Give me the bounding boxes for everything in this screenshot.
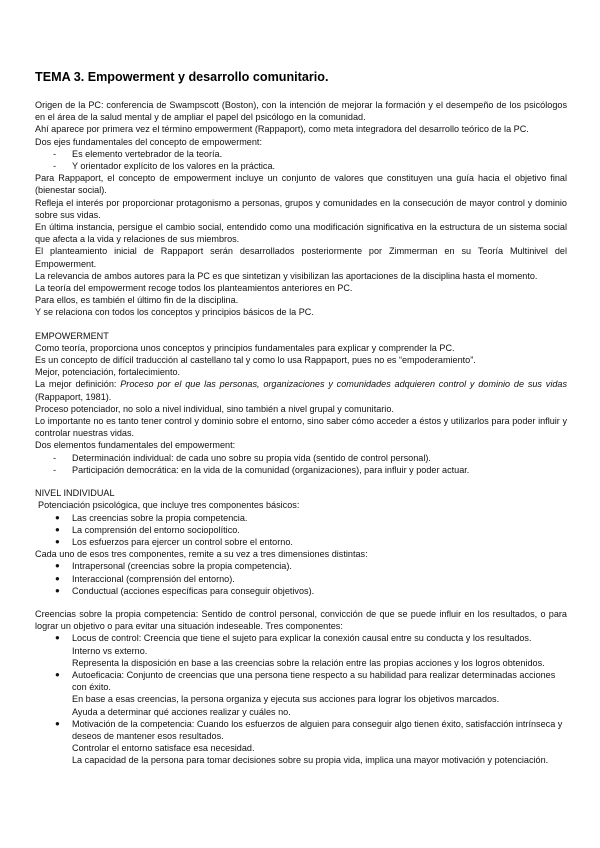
bullet-marker: ● (55, 512, 60, 522)
list-item: ● Autoeficacia: Conjunto de creencias que una persona tiene respecto a su habilidad para realizar determinadas acciones con éxito. En base a esas creencias, la persona organiza y ejecuta sus acciones para lograr los objetivos marcados. Ayuda a determinar qué acciones realizar y cuáles no. (35, 669, 567, 718)
bullet-marker: ● (55, 536, 60, 546)
dash-marker: - (53, 148, 57, 159)
sub-line: La capacidad de la persona para tomar decisiones sobre su propia vida, implica una mayor motivación y potenciación. (72, 755, 549, 766)
list-item: ● Los esfuerzos para ejercer un control sobre el entorno. (55, 536, 293, 547)
dash-marker: - (53, 161, 57, 172)
list-item: ● Las creencias sobre la propia competencia. (55, 512, 248, 523)
section-heading: EMPOWERMENT (35, 330, 109, 341)
beliefs-section (35, 608, 567, 767)
bullet-marker: ● (55, 633, 60, 643)
definition-label: La mejor definición: (35, 379, 121, 390)
paragraph: Dos ejes fundamentales del concepto de empowerment: (35, 136, 262, 147)
paragraph: La relevancia de ambos autores para la PC es que sintetizan y visibilizan las aportaciones de la disciplina hasta el momento. (35, 270, 538, 281)
document-title: TEMA 3. Empowerment y desarrollo comunitario. (35, 70, 329, 84)
bullet-marker: ● (55, 573, 60, 583)
sub-line: Controlar el entorno satisface esa necesidad. (72, 743, 255, 754)
beliefs-list (35, 632, 567, 766)
list-item: - Es elemento vertebrador de la teoría. (53, 148, 223, 159)
intro-section (35, 99, 567, 319)
sub-line: Representa la disposición en base a las creencias sobre la relación entre las propias acciones y los logros obtenidos. (72, 657, 545, 668)
paragraph: Mejor, potenciación, fortalecimiento. (35, 367, 181, 378)
sub-line: Interno vs externo. (72, 645, 148, 656)
individual-level-section (35, 487, 567, 597)
list-item: - Determinación individual: de cada uno sobre su propia vida (sentido de control personal). (53, 452, 431, 463)
list-item: ● Interaccional (comprensión del entorno). (55, 573, 235, 584)
definition-text: Proceso por el que las personas, organizaciones y comunidades adquieren control y dominio de sus vidas (120, 379, 568, 390)
dimensions-list (35, 560, 567, 597)
paragraph: Es un concepto de difícil traducción al castellano tal y como lo usa Rappaport, pues no es “empoderamiento”. (35, 355, 476, 366)
bullet-marker: ● (55, 524, 60, 534)
list-item: ● Motivación de la competencia: Cuando los esfuerzos de alguien para conseguir algo tienen éxito, satisfacción intrínseca y deseos de mantener esos resultados. Controlar el entorno satisface esa necesidad. La capacidad de la persona para tomar decisiones sobre su propia vida, implica una mayor motivación y potenciación. (35, 718, 567, 767)
paragraph: Potenciación psicológica, que incluye tres componentes básicos: (38, 500, 300, 511)
paragraph: Creencias sobre la propia competencia: Sentido de control personal, convicción de que se puede influir en los resultados, o para lograr un objetivo o para evitar una situación indeseable. Tres componentes: (35, 608, 567, 632)
elements-list (35, 452, 567, 476)
empowerment-section (35, 330, 567, 476)
sub-line: En base a esas creencias, la persona organiza y ejecuta sus acciones para lograr los objetivos marcados. (72, 694, 500, 705)
axes-list (35, 148, 567, 172)
paragraph: Para ellos, es también el último fin de la disciplina. (35, 295, 239, 306)
definition-citation: (Rappaport, 1981). (35, 391, 112, 402)
spacer (35, 476, 567, 487)
bullet-marker: ● (55, 585, 60, 595)
components-list (35, 512, 567, 549)
paragraph: Refleja el interés por proporcionar protagonismo a personas, grupos y comunidades en la consecución de mayor control y dominio sobre sus vidas. (35, 197, 567, 220)
dash-marker: - (53, 452, 57, 463)
paragraph: Dos elementos fundamentales del empowerment: (35, 440, 236, 451)
bullet-marker: ● (55, 669, 60, 679)
spacer (35, 597, 567, 608)
list-item: ● Intrapersonal (creencias sobre la propia competencia). (55, 561, 292, 572)
paragraph: Y se relaciona con todos los conceptos y principios básicos de la PC. (35, 307, 314, 318)
list-item: - Y orientador explícito de los valores en la práctica. (53, 161, 276, 172)
bullet-marker: ● (55, 561, 60, 571)
paragraph: Lo importante no es tanto tener control y dominio sobre el entorno, sino saber cómo acceder a éstos y utilizarlos para poder influir y controlar nuestras vidas. (35, 416, 567, 439)
list-item: ● La comprensión del entorno sociopolítico. (55, 524, 240, 535)
paragraph: Cada uno de esos tres componentes, remite a su vez a tres dimensiones distintas: (35, 549, 368, 560)
paragraph: Como teoría, proporciona unos conceptos y principios fundamentales para explicar y comprender la PC. (35, 342, 455, 353)
dash-marker: - (53, 464, 57, 475)
list-item: ● Conductual (acciones específicas para conseguir objetivos). (55, 585, 315, 596)
paragraph: Proceso potenciador, no solo a nivel individual, sino también a nivel grupal y comunitario. (35, 403, 394, 414)
paragraph: Ahí aparece por primera vez el término empowerment (Rappaport), como meta integradora del desarrollo teórico de la PC. (35, 124, 529, 135)
list-item: ● Locus de control: Creencia que tiene el sujeto para explicar la conexión causal entre su conducta y los resultados. Interno vs externo. Representa la disposición en base a las creencias sobre la relación entre las propias acciones y los logros obtenidos. (35, 632, 567, 669)
definition-paragraph (35, 378, 567, 402)
section-heading: NIVEL INDIVIDUAL (35, 488, 115, 499)
paragraph: En última instancia, persigue el cambio social, entendido como una modificación significativa en la estructura de un sistema social que afecta a la vida y relaciones de sus miembros. (35, 222, 567, 245)
bullet-marker: ● (55, 718, 60, 728)
paragraph: El planteamiento inicial de Rappaport serán desarrollados posteriormente por Zimmerman en su Teoría Multinivel del Empowerment. (35, 246, 567, 269)
paragraph: Origen de la PC: conferencia de Swampscott (Boston), con la intención de mejorar la formación y el desempeño de los psicólogos en el área de la salud mental y de ampliar el papel del psicólogo en la comunidad. (35, 100, 567, 123)
paragraph: Para Rappaport, el concepto de empowerment incluye un conjunto de valores que constituyen una guía hacia el objetivo final (bienestar social). (35, 173, 567, 196)
list-item: - Participación democrática: en la vida de la comunidad (organizaciones), para influir y poder actuar. (53, 464, 470, 475)
paragraph: La teoría del empowerment recoge todos los planteamientos anteriores en PC. (35, 283, 353, 294)
sub-line: Ayuda a determinar qué acciones realizar y cuáles no. (72, 706, 291, 717)
spacer (35, 319, 567, 330)
